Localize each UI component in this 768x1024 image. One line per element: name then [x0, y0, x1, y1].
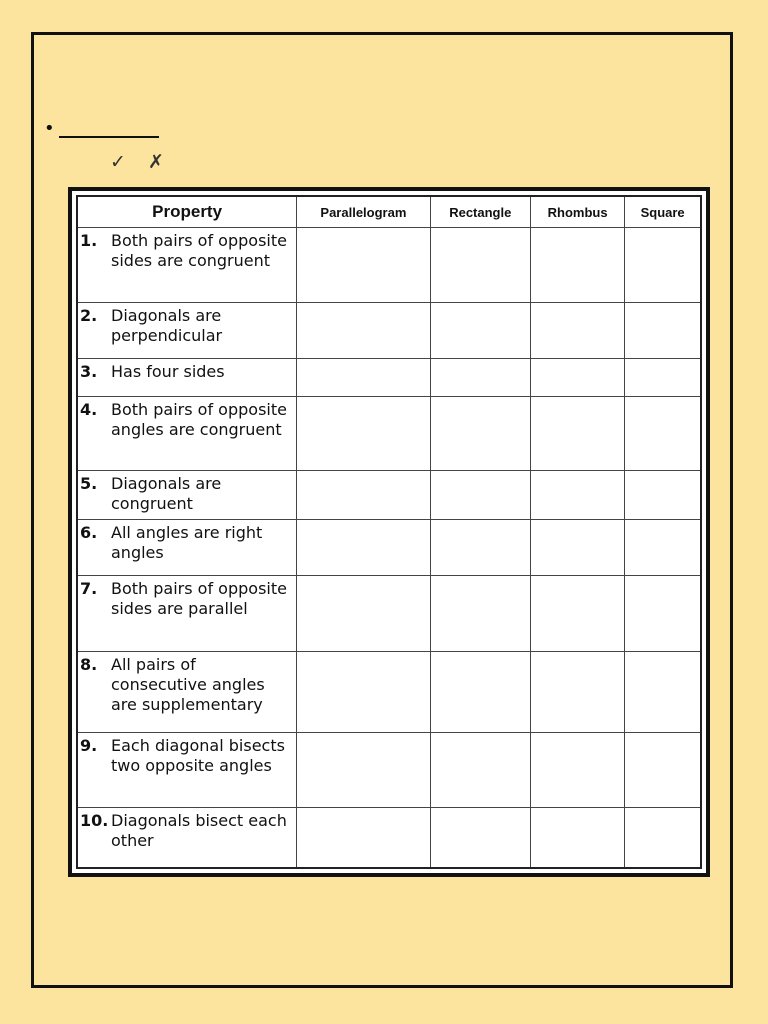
property-number: 4.: [80, 399, 98, 419]
answer-cell-parallelogram[interactable]: [297, 576, 430, 652]
answer-cell-rhombus[interactable]: [530, 359, 624, 396]
answer-cell-square[interactable]: [625, 471, 701, 519]
answer-cell-parallelogram[interactable]: [297, 652, 430, 733]
answer-cell-square[interactable]: [625, 302, 701, 359]
answer-cell-rhombus[interactable]: [530, 576, 624, 652]
property-number: 10.: [80, 810, 109, 830]
property-cell: [77, 652, 297, 733]
answer-cell-square[interactable]: [625, 359, 701, 396]
check-mark-icon: ✓: [110, 151, 126, 173]
answer-cell-square[interactable]: [625, 519, 701, 576]
property-text: Has four sides: [111, 362, 225, 382]
answer-cell-rhombus[interactable]: [530, 302, 624, 359]
property-text: Both pairs of opposite sides are congruent: [111, 231, 287, 270]
cross-mark-icon: ✗: [148, 151, 164, 173]
mark-legend: [110, 151, 164, 173]
header-property: Property: [77, 196, 297, 228]
answer-cell-square[interactable]: [625, 652, 701, 733]
table-row: [77, 471, 701, 519]
answer-cell-rectangle[interactable]: [430, 733, 530, 808]
property-text: Diagonals are congruent: [111, 474, 222, 514]
answer-cell-rectangle[interactable]: [430, 302, 530, 359]
table-row: [77, 733, 701, 808]
answer-cell-rhombus[interactable]: [530, 396, 624, 471]
property-text: Diagonals are perpendicular: [111, 305, 223, 345]
answer-cell-rectangle[interactable]: [430, 228, 530, 303]
answer-cell-parallelogram[interactable]: [297, 807, 430, 868]
answer-cell-rhombus[interactable]: [530, 652, 624, 733]
property-text: Both pairs of opposite angles are congruent: [111, 399, 287, 439]
property-cell: [77, 302, 297, 359]
table-row: [77, 652, 701, 733]
properties-table: [76, 195, 702, 869]
answer-cell-parallelogram[interactable]: [297, 302, 430, 359]
answer-line: [44, 120, 159, 138]
property-text: Both pairs of opposite sides are parallel: [111, 579, 287, 619]
answer-cell-rectangle[interactable]: [430, 359, 530, 396]
answer-cell-rhombus[interactable]: [530, 228, 624, 303]
blank-field[interactable]: [59, 120, 159, 138]
answer-cell-rectangle[interactable]: [430, 471, 530, 519]
property-text: All angles are right angles: [111, 522, 263, 562]
answer-cell-square[interactable]: [625, 576, 701, 652]
table-row: [77, 519, 701, 576]
property-cell: [77, 228, 297, 303]
answer-cell-rhombus[interactable]: [530, 519, 624, 576]
property-number: 9.: [80, 736, 98, 756]
answer-cell-rectangle[interactable]: [430, 576, 530, 652]
header-square: Square: [625, 196, 701, 228]
property-text: All pairs of consecutive angles are supplementary: [111, 655, 265, 715]
table-header-row: [77, 196, 701, 228]
bullet-icon: •: [44, 118, 55, 139]
answer-cell-rhombus[interactable]: [530, 733, 624, 808]
answer-cell-parallelogram[interactable]: [297, 359, 430, 396]
property-cell: [77, 733, 297, 808]
table-row: [77, 396, 701, 471]
property-number: 3.: [80, 362, 98, 382]
answer-cell-rhombus[interactable]: [530, 807, 624, 868]
properties-table-box: [68, 187, 710, 877]
header-parallelogram: Parallelogram: [297, 196, 430, 228]
property-text: Each diagonal bisects two opposite angles: [111, 736, 285, 776]
answer-cell-parallelogram[interactable]: [297, 396, 430, 471]
property-text: Diagonals bisect each other: [111, 810, 287, 850]
table-row: [77, 576, 701, 652]
answer-cell-square[interactable]: [625, 228, 701, 303]
answer-cell-parallelogram[interactable]: [297, 733, 430, 808]
property-cell: [77, 576, 297, 652]
table-row: [77, 228, 701, 303]
answer-cell-rectangle[interactable]: [430, 396, 530, 471]
table-row: [77, 807, 701, 868]
header-rectangle: Rectangle: [430, 196, 530, 228]
property-number: 8.: [80, 655, 98, 675]
property-number: 5.: [80, 474, 98, 494]
table-row: [77, 302, 701, 359]
answer-cell-rectangle[interactable]: [430, 807, 530, 868]
property-cell: [77, 519, 297, 576]
answer-cell-rectangle[interactable]: [430, 519, 530, 576]
property-cell: [77, 396, 297, 471]
answer-cell-parallelogram[interactable]: [297, 471, 430, 519]
header-rhombus: Rhombus: [530, 196, 624, 228]
answer-cell-parallelogram[interactable]: [297, 519, 430, 576]
answer-cell-square[interactable]: [625, 733, 701, 808]
answer-cell-square[interactable]: [625, 807, 701, 868]
property-number: 7.: [80, 579, 98, 599]
answer-cell-rhombus[interactable]: [530, 471, 624, 519]
property-cell: [77, 359, 297, 396]
property-cell: [77, 807, 297, 868]
answer-cell-square[interactable]: [625, 396, 701, 471]
answer-cell-rectangle[interactable]: [430, 652, 530, 733]
table-row: [77, 359, 701, 396]
property-cell: [77, 471, 297, 519]
property-number: 6.: [80, 522, 98, 542]
property-number: 2.: [80, 305, 98, 325]
property-number: 1.: [80, 231, 98, 250]
answer-cell-parallelogram[interactable]: [297, 228, 430, 303]
